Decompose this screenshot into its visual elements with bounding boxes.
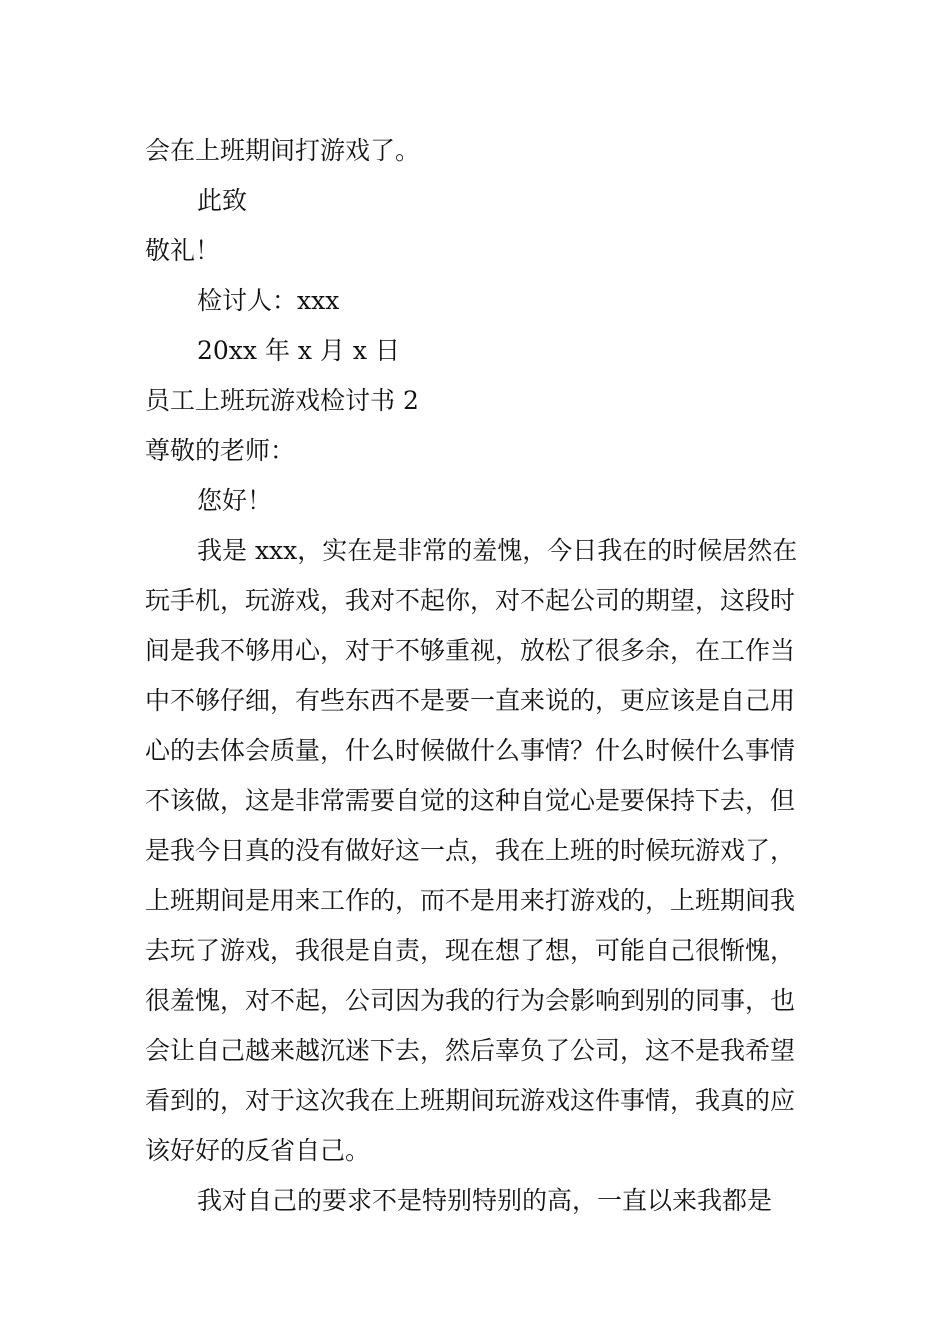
date-line: 20xx 年 x 月 x 日: [197, 336, 400, 365]
document-page: [145, 126, 807, 1226]
greeting-line: 您好！: [197, 486, 273, 515]
body-paragraph-1: 我是 xxx，实在是非常的羞愧，今日我在的时候居然在玩手机，玩游戏，我对不起你，对不起公司的期望，这段时间是我不够用心，对于不够重视，放松了很多余，在工作当中不够仔细，有些东西不是要一直来说的，更应该是自己用心的去体会质量，什么时候做什么事情？什么时候什么事情不该做，这是非常需要自觉的这种自觉心是要保持下去，但是我今日真的没有做好这一点，我在上班的时候玩游戏了，上班期间是用来工作的，而不是用来打游戏的，上班期间我去玩了游戏，我很是自责，现在想了想，可能自己很惭愧，很羞愧，对不起，公司因为我的行为会影响到别的同事，也会让自己越来越沉迷下去，然后辜负了公司，这不是我希望看到的，对于这次我在上班期间玩游戏这件事情，我真的应该好好的反省自己。: [145, 536, 798, 1165]
regards-line: 敬礼！: [145, 236, 221, 265]
section-title: 员工上班玩游戏检讨书 2: [145, 386, 419, 415]
continuation-line: 会在上班期间打游戏了。: [145, 136, 421, 165]
salutation-close: 此致: [197, 186, 248, 215]
body-paragraph-2: 我对自己的要求不是特别特别的高，一直以来我都是: [197, 1186, 773, 1215]
recipient-line: 尊敬的老师：: [145, 436, 296, 465]
author-line: 检讨人：xxx: [197, 286, 340, 315]
